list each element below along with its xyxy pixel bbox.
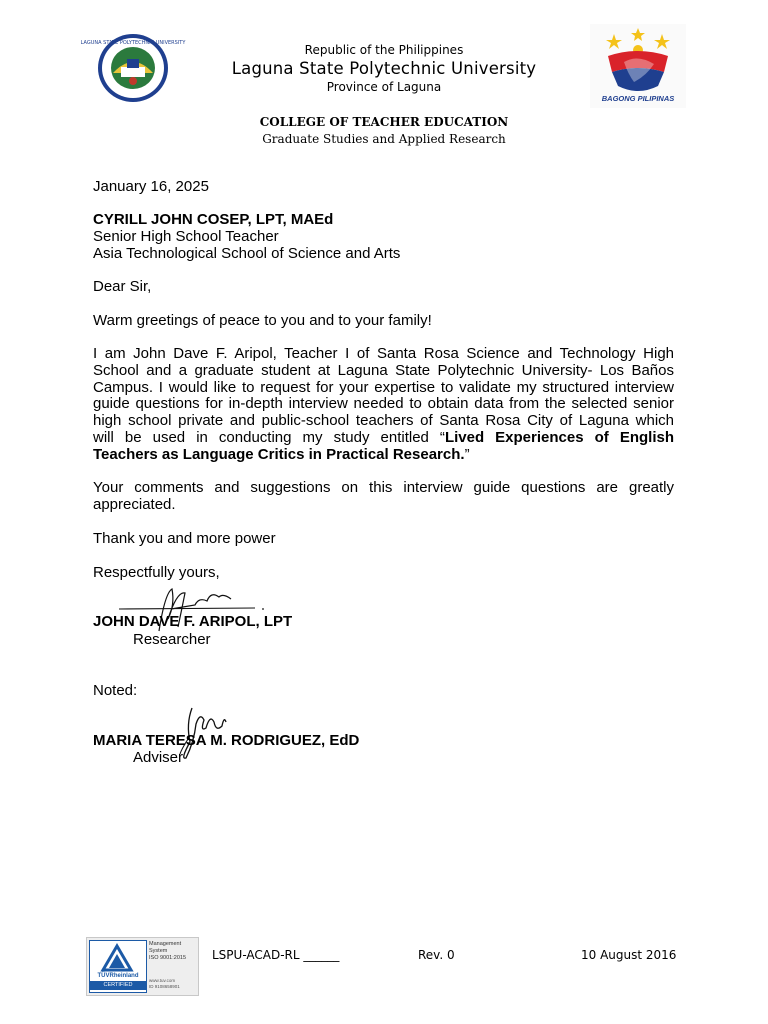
tuv-certification-badge bbox=[86, 937, 199, 996]
body-line bbox=[93, 430, 674, 447]
comments-line: appreciated. bbox=[93, 495, 176, 513]
body-line-prefix: will be used in conducting my study entitled “ bbox=[93, 428, 445, 446]
body-line: I am John Dave F. Aripol, Teacher I of Santa Rosa Science and Technology High bbox=[93, 345, 674, 362]
certified-label: CERTIFIED bbox=[90, 981, 146, 990]
body-line-suffix: ” bbox=[464, 445, 470, 463]
body-paragraph bbox=[93, 346, 674, 464]
cert-id: ID 9108658901 bbox=[149, 984, 180, 989]
republic-line: Republic of the Philippines bbox=[304, 43, 464, 57]
noted-label: Noted: bbox=[93, 682, 138, 699]
tuv-brand-text: TÜVRheinland bbox=[97, 973, 139, 979]
division-name: Graduate Studies and Applied Research bbox=[262, 132, 506, 146]
study-title-part1: Lived Experiences of English bbox=[444, 428, 674, 446]
recipient-school: Asia Technological School of Science and Arts bbox=[93, 245, 401, 262]
sender-role: Researcher bbox=[133, 631, 211, 648]
management-system-text bbox=[149, 941, 186, 962]
bagong-pilipinas-text: BAGONG PILIPINAS bbox=[601, 94, 675, 103]
province-line: Province of Laguna bbox=[326, 80, 442, 94]
closing-line: Respectfully yours, bbox=[93, 564, 220, 581]
revision-label: Rev. 0 bbox=[418, 948, 455, 962]
adviser-role: Adviser bbox=[133, 749, 184, 766]
recipient-name: CYRILL JOHN COSEP, LPT, MAEd bbox=[93, 211, 334, 228]
greeting-line: Warm greetings of peace to you and to your family! bbox=[93, 312, 432, 329]
body-line: high school private and public-school teachers of Santa Rosa City of Laguna which bbox=[93, 412, 674, 430]
seal-lettering: LAGUNA STATE POLYTECHNIC UNIVERSITY bbox=[80, 40, 186, 46]
cert-url: www.tuv.com bbox=[149, 978, 176, 983]
study-title-part2: Teachers as Language Critics in Practical Research. bbox=[93, 445, 465, 463]
body-line: School and a graduate student at Laguna State Polytechnic University- Los Baños bbox=[93, 361, 674, 379]
body-line bbox=[93, 447, 674, 464]
cert-id-text bbox=[149, 978, 180, 990]
thanks-line: Thank you and more power bbox=[93, 530, 276, 547]
adviser-name: MARIA TERESA M. RODRIGUEZ, EdD bbox=[93, 732, 360, 749]
comments-paragraph bbox=[93, 480, 674, 514]
college-name: COLLEGE OF TEACHER EDUCATION bbox=[259, 115, 509, 129]
footer-date: 10 August 2016 bbox=[581, 948, 677, 962]
tuv-triangle-icon bbox=[101, 944, 133, 972]
recipient-title: Senior High School Teacher bbox=[93, 228, 279, 245]
cert-text-line: Management bbox=[149, 941, 182, 947]
body-line: Campus. I would like to request for your expertise to validate my structured interview bbox=[93, 378, 674, 396]
cert-text-line: System bbox=[149, 948, 168, 954]
sender-name: JOHN DAVE F. ARIPOL, LPT bbox=[93, 613, 293, 630]
cert-iso-line: ISO 9001:2015 bbox=[149, 955, 187, 961]
document-code: LSPU-ACAD-RL ______ bbox=[212, 948, 340, 962]
letter-date: January 16, 2025 bbox=[93, 178, 209, 195]
body-line: guide questions for in-depth interview needed to obtain data from the selected senior bbox=[93, 395, 674, 413]
comments-line: Your comments and suggestions on this interview guide questions are greatly bbox=[93, 479, 674, 496]
university-name: Laguna State Polytechnic University bbox=[231, 59, 537, 78]
salutation: Dear Sir, bbox=[93, 278, 152, 295]
